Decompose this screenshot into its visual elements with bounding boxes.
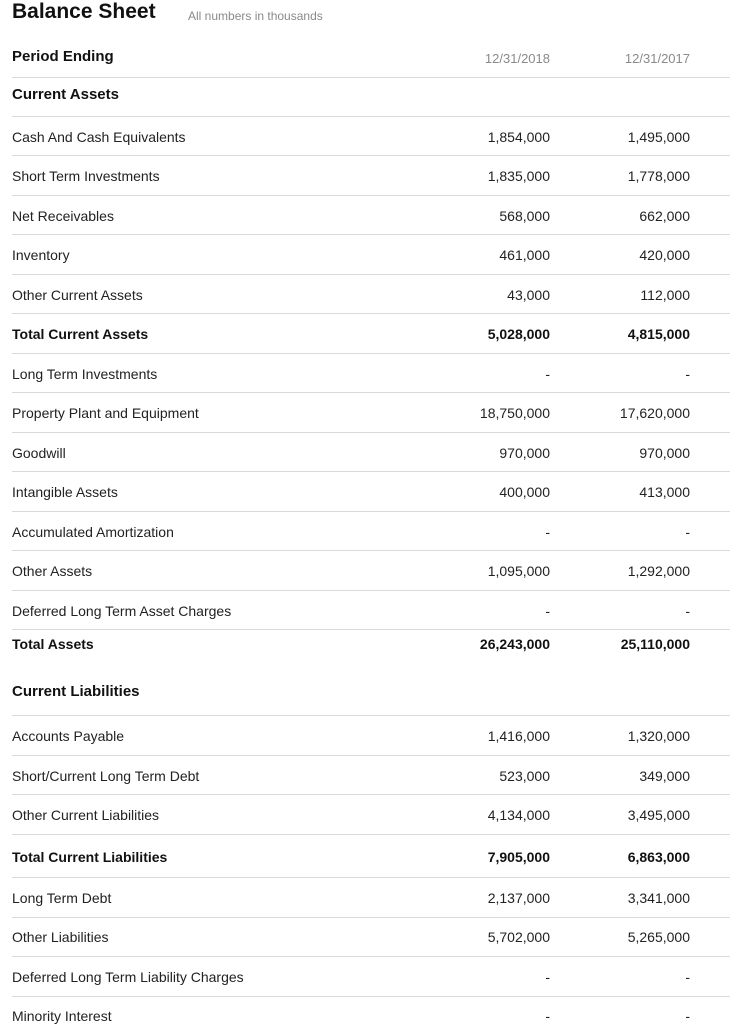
page-title: Balance Sheet: [12, 0, 156, 23]
row-label: Property Plant and Equipment: [12, 405, 199, 421]
table-row: [12, 755, 730, 795]
row-value-2017: 25,110,000: [620, 636, 690, 652]
table-row: [12, 353, 730, 393]
row-value-2017: 1,292,000: [627, 563, 690, 579]
row-value-2017: 4,815,000: [627, 326, 690, 342]
table-row: [12, 917, 730, 957]
row-value-2017: 1,320,000: [627, 728, 690, 744]
row-value-2017: 5,265,000: [627, 929, 690, 945]
row-label: Net Receivables: [12, 208, 114, 224]
row-value-2017: 413,000: [639, 484, 690, 500]
units-note: All numbers in thousands: [188, 9, 323, 23]
table-row: [12, 877, 730, 918]
table-row: [12, 116, 730, 156]
row-value-2017: 662,000: [639, 208, 690, 224]
total-row: [12, 629, 730, 672]
row-label: Short Term Investments: [12, 168, 160, 184]
row-label: Total Current Liabilities: [12, 849, 168, 865]
row-label: Deferred Long Term Liability Charges: [12, 969, 244, 985]
row-value-2018: 970,000: [499, 445, 550, 461]
row-label: Accounts Payable: [12, 728, 125, 744]
row-value-2018: 461,000: [499, 247, 550, 263]
period-2017: 12/31/2017: [624, 51, 690, 66]
period-ending-label: Period Ending: [12, 48, 114, 65]
row-value-2018: 7,905,000: [487, 849, 550, 865]
table-row: [12, 234, 730, 275]
table-row: [12, 956, 730, 997]
row-value-2017: 420,000: [639, 247, 690, 263]
period-header-row: [12, 38, 730, 76]
table-row: [12, 195, 730, 235]
row-value-2017: -: [685, 603, 690, 619]
row-value-2018: 2,137,000: [487, 890, 550, 906]
row-value-2018: 400,000: [499, 484, 550, 500]
row-label: Other Current Assets: [12, 287, 143, 303]
row-value-2018: -: [545, 1008, 550, 1024]
row-value-2017: 3,341,000: [627, 890, 690, 906]
row-label: Other Assets: [12, 563, 93, 579]
row-value-2017: -: [685, 969, 690, 985]
row-value-2018: 1,835,000: [487, 168, 550, 184]
row-value-2017: 970,000: [639, 445, 690, 461]
row-label: Long Term Debt: [12, 890, 112, 906]
period-2018: 12/31/2018: [484, 51, 550, 66]
row-label: Intangible Assets: [12, 484, 118, 500]
row-label: Other Liabilities: [12, 929, 109, 945]
table-row: [12, 590, 730, 630]
row-value-2017: 112,000: [640, 287, 690, 303]
row-value-2017: -: [685, 1008, 690, 1024]
row-label: Short/Current Long Term Debt: [12, 768, 200, 784]
row-label: Long Term Investments: [12, 366, 158, 382]
table-row: [12, 511, 730, 551]
row-label: Accumulated Amortization: [12, 524, 174, 540]
table-row: [12, 715, 730, 756]
row-value-2018: -: [545, 603, 550, 619]
section-title: Current Assets: [12, 86, 119, 103]
row-value-2018: 18,750,000: [479, 405, 550, 421]
row-label: Total Assets: [12, 636, 94, 652]
row-value-2018: 5,702,000: [487, 929, 550, 945]
table-row: [12, 794, 730, 835]
row-label: Total Current Assets: [12, 326, 149, 342]
row-label: Inventory: [12, 247, 70, 263]
row-value-2018: 43,000: [507, 287, 550, 303]
section-title: Current Liabilities: [12, 683, 140, 700]
table-row: [12, 155, 730, 196]
row-value-2018: 1,095,000: [487, 563, 550, 579]
row-value-2017: -: [685, 524, 690, 540]
row-value-2018: -: [545, 524, 550, 540]
row-value-2017: 17,620,000: [619, 405, 690, 421]
total-row: [12, 834, 730, 878]
table-row: [12, 471, 730, 512]
row-value-2018: -: [545, 366, 550, 382]
row-value-2017: 3,495,000: [627, 807, 690, 823]
table-row: [12, 274, 730, 314]
row-value-2017: 349,000: [639, 768, 690, 784]
row-value-2017: -: [685, 366, 690, 382]
row-label: Goodwill: [12, 445, 66, 461]
table-row: [12, 432, 730, 472]
row-label: Other Current Liabilities: [12, 807, 160, 823]
row-value-2018: 26,243,000: [479, 636, 550, 652]
section-current-liabilities: [12, 671, 730, 715]
row-value-2018: 1,416,000: [487, 728, 550, 744]
row-value-2018: 523,000: [499, 768, 550, 784]
table-row: [12, 550, 730, 591]
row-value-2018: 568,000: [499, 208, 550, 224]
row-value-2017: 6,863,000: [627, 849, 690, 865]
table-row: [12, 392, 730, 433]
row-label: Minority Interest: [12, 1008, 112, 1024]
row-value-2018: 1,854,000: [487, 129, 550, 145]
row-value-2018: -: [545, 969, 550, 985]
section-current-assets: [12, 77, 730, 117]
row-label: Cash And Cash Equivalents: [12, 129, 186, 145]
row-label: Deferred Long Term Asset Charges: [12, 603, 232, 619]
row-value-2018: 5,028,000: [487, 326, 550, 342]
row-value-2018: 4,134,000: [487, 807, 550, 823]
total-row: [12, 313, 730, 354]
row-value-2017: 1,495,000: [627, 129, 690, 145]
table-row: [12, 996, 730, 1025]
row-value-2017: 1,778,000: [627, 168, 690, 184]
